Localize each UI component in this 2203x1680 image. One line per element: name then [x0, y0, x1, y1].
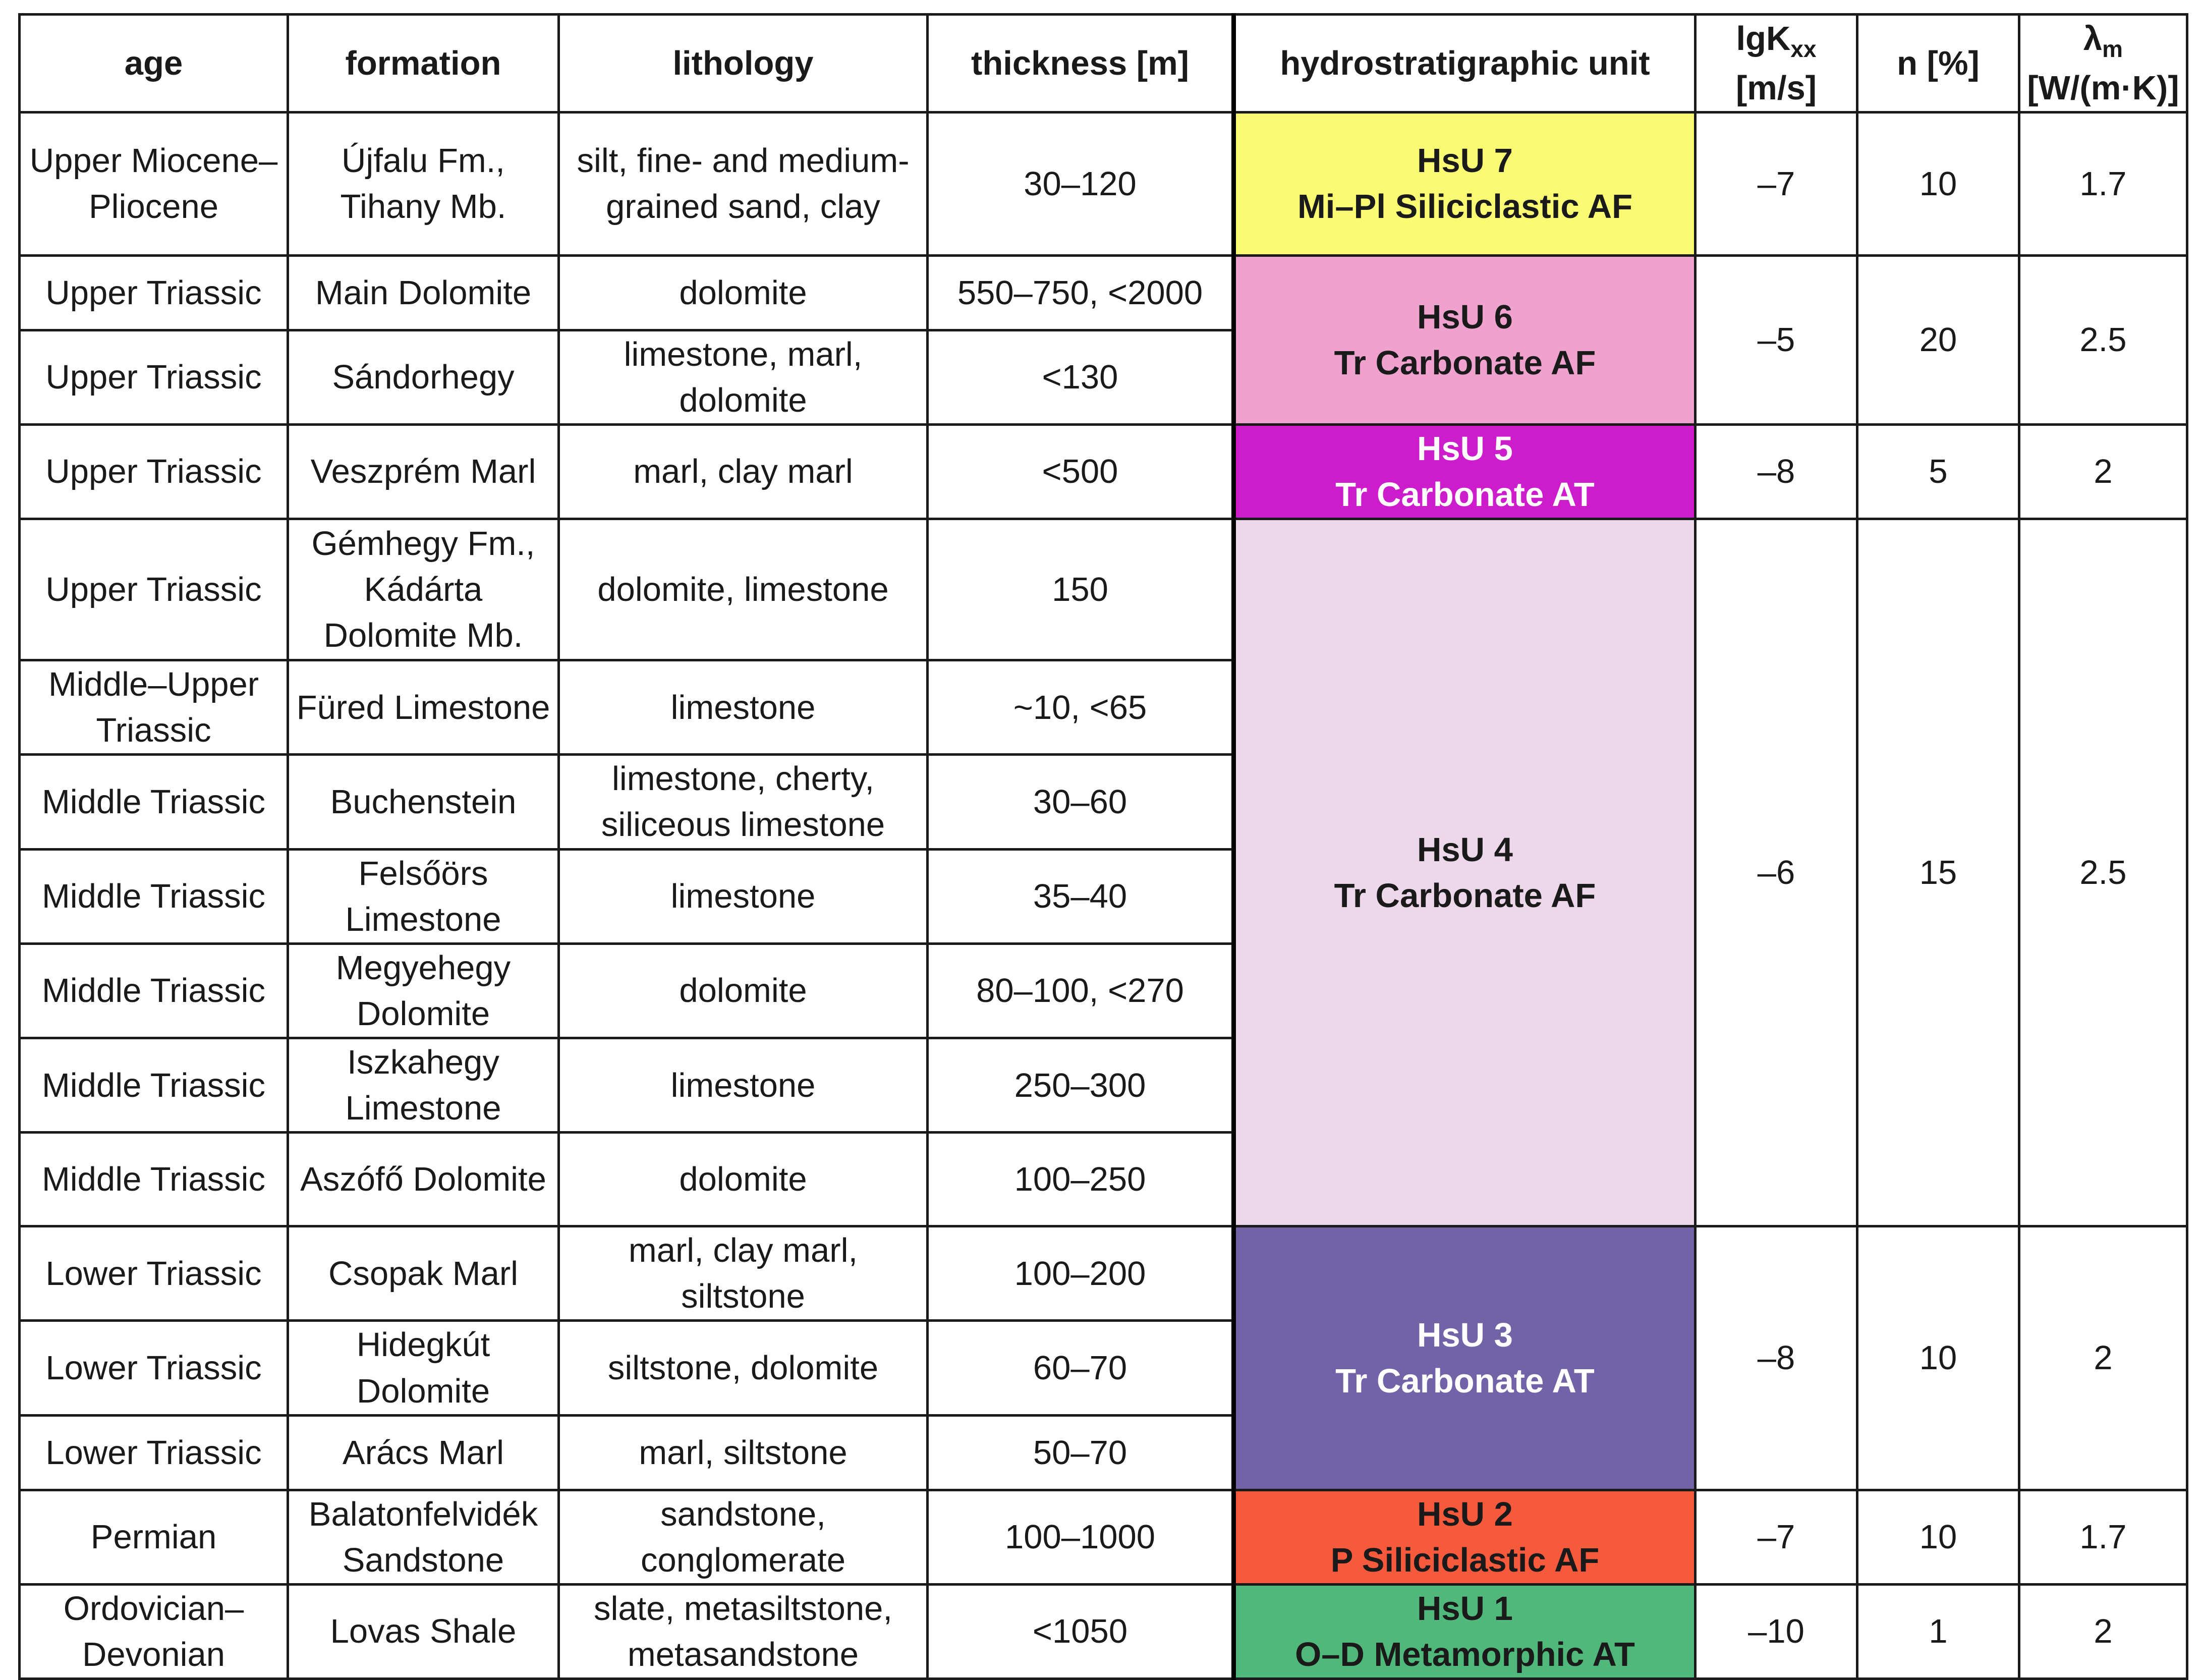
header-lambda-subscript: m: [2102, 36, 2123, 62]
header-thickness: thickness [m]: [928, 15, 1234, 113]
age-cell: Lower Triassic: [20, 1415, 288, 1490]
hsu-1-cell: [1234, 1584, 1696, 1678]
hsu-code: HsU 3: [1417, 1316, 1513, 1354]
formation-cell: Újfalu Fm., Tihany Mb.: [288, 112, 559, 255]
thickness-cell: 60–70: [928, 1321, 1234, 1415]
header-lgk: [1696, 15, 1857, 113]
hsu-name: Tr Carbonate AT: [1335, 475, 1595, 514]
header-lgk-main: lgK: [1736, 20, 1791, 58]
formation-cell: Lovas Shale: [288, 1584, 559, 1678]
porosity-cell: 5: [1857, 424, 2019, 519]
lithology-cell: dolomite: [559, 943, 928, 1038]
hsu-3-cell: [1234, 1226, 1696, 1490]
formation-cell: Megyehegy Dolomite: [288, 943, 559, 1038]
thickness-cell: 35–40: [928, 849, 1234, 943]
hsu-code: HsU 1: [1417, 1589, 1513, 1628]
hsu-code: HsU 5: [1417, 429, 1513, 468]
table-row: [20, 424, 2187, 519]
table-row: [20, 1490, 2187, 1584]
thickness-cell: <1050: [928, 1584, 1234, 1678]
stratigraphy-table-wrapper: [18, 13, 2186, 1673]
lithology-cell: limestone: [559, 849, 928, 943]
thickness-cell: 550–750, <2000: [928, 255, 1234, 330]
age-cell: Lower Triassic: [20, 1321, 288, 1415]
lithology-cell: dolomite: [559, 255, 928, 330]
lithology-cell: dolomite, limestone: [559, 519, 928, 660]
formation-cell: Balatonfelvidék Sandstone: [288, 1490, 559, 1584]
lithology-cell: sandstone, conglomerate: [559, 1490, 928, 1584]
porosity-cell: 10: [1857, 112, 2019, 255]
lambda-cell: 2: [2019, 424, 2187, 519]
thickness-cell: ~10, <65: [928, 660, 1234, 755]
formation-cell: Arács Marl: [288, 1415, 559, 1490]
thickness-cell: 100–1000: [928, 1490, 1234, 1584]
porosity-cell: 20: [1857, 255, 2019, 424]
table-row: [20, 1226, 2187, 1321]
age-cell: Middle–Upper Triassic: [20, 660, 288, 755]
table-row: [20, 255, 2187, 330]
formation-cell: Csopak Marl: [288, 1226, 559, 1321]
age-cell: Upper Triassic: [20, 519, 288, 660]
hsu-name: Tr Carbonate AT: [1335, 1362, 1595, 1400]
thickness-cell: 100–250: [928, 1133, 1234, 1226]
age-cell: Ordovician–Devonian: [20, 1584, 288, 1678]
hydrostratigraphy-table: [18, 13, 2188, 1680]
lgk-cell: –7: [1696, 112, 1857, 255]
age-cell: Upper Triassic: [20, 330, 288, 424]
lgk-cell: –5: [1696, 255, 1857, 424]
header-hydrostratigraphic-unit: hydrostratigraphic unit: [1234, 15, 1696, 113]
porosity-cell: 15: [1857, 519, 2019, 1226]
hsu-name: Mi–Pl Siliciclastic AF: [1297, 188, 1633, 226]
lambda-cell: 2.5: [2019, 255, 2187, 424]
age-cell: Middle Triassic: [20, 1038, 288, 1132]
age-cell: Middle Triassic: [20, 943, 288, 1038]
formation-cell: Aszófő Dolomite: [288, 1133, 559, 1226]
age-cell: Upper Triassic: [20, 424, 288, 519]
lgk-cell: –8: [1696, 1226, 1857, 1490]
formation-cell: Main Dolomite: [288, 255, 559, 330]
age-cell: Upper Triassic: [20, 255, 288, 330]
header-porosity: n [%]: [1857, 15, 2019, 113]
lithology-cell: limestone: [559, 1038, 928, 1132]
lambda-cell: 1.7: [2019, 112, 2187, 255]
formation-cell: Gémhegy Fm., Kádárta Dolomite Mb.: [288, 519, 559, 660]
lithology-cell: marl, clay marl, siltstone: [559, 1226, 928, 1321]
header-row: [20, 15, 2187, 113]
header-formation: formation: [288, 15, 559, 113]
lgk-cell: –7: [1696, 1490, 1857, 1584]
hsu-5-cell: [1234, 424, 1696, 519]
hsu-name: Tr Carbonate AF: [1334, 876, 1596, 915]
lithology-cell: silt, fine- and medium-grained sand, clay: [559, 112, 928, 255]
hsu-7-cell: [1234, 112, 1696, 255]
hsu-code: HsU 2: [1417, 1495, 1513, 1533]
age-cell: Upper Miocene–Pliocene: [20, 112, 288, 255]
header-lgk-unit: [m/s]: [1735, 69, 1817, 107]
header-age: age: [20, 15, 288, 113]
porosity-cell: 10: [1857, 1490, 2019, 1584]
lithology-cell: marl, clay marl: [559, 424, 928, 519]
age-cell: Middle Triassic: [20, 755, 288, 849]
formation-cell: Sándorhegy: [288, 330, 559, 424]
table-row: [20, 519, 2187, 660]
lambda-cell: 2: [2019, 1584, 2187, 1678]
thickness-cell: 80–100, <270: [928, 943, 1234, 1038]
porosity-cell: 10: [1857, 1226, 2019, 1490]
lithology-cell: siltstone, dolomite: [559, 1321, 928, 1415]
formation-cell: Füred Limestone: [288, 660, 559, 755]
lithology-cell: limestone: [559, 660, 928, 755]
hsu-name: Tr Carbonate AF: [1334, 344, 1596, 382]
age-cell: Middle Triassic: [20, 1133, 288, 1226]
age-cell: Lower Triassic: [20, 1226, 288, 1321]
thickness-cell: 30–60: [928, 755, 1234, 849]
formation-cell: Buchenstein: [288, 755, 559, 849]
header-lithology: lithology: [559, 15, 928, 113]
header-lambda-unit: [W/(m·K)]: [2027, 69, 2179, 107]
formation-cell: Hidegkút Dolomite: [288, 1321, 559, 1415]
lithology-cell: limestone, cherty, siliceous limestone: [559, 755, 928, 849]
lithology-cell: limestone, marl, dolomite: [559, 330, 928, 424]
formation-cell: Iszkahegy Limestone: [288, 1038, 559, 1132]
table-row: [20, 1584, 2187, 1678]
hsu-4-cell: [1234, 519, 1696, 1226]
header-lambda-main: λ: [2083, 20, 2103, 58]
lambda-cell: 2.5: [2019, 519, 2187, 1226]
age-cell: Middle Triassic: [20, 849, 288, 943]
thickness-cell: 150: [928, 519, 1234, 660]
header-lgk-label: [1701, 16, 1852, 65]
table-row: [20, 112, 2187, 255]
hsu-code: HsU 6: [1417, 298, 1513, 336]
hsu-6-cell: [1234, 255, 1696, 424]
hsu-name: P Siliciclastic AF: [1330, 1541, 1600, 1579]
thickness-cell: 250–300: [928, 1038, 1234, 1132]
header-thermal-conductivity: [2019, 15, 2187, 113]
age-cell: Permian: [20, 1490, 288, 1584]
thickness-cell: 30–120: [928, 112, 1234, 255]
header-lambda-label: [2024, 16, 2182, 65]
lgk-cell: –6: [1696, 519, 1857, 1226]
thickness-cell: 50–70: [928, 1415, 1234, 1490]
hsu-code: HsU 4: [1417, 830, 1513, 869]
lithology-cell: marl, siltstone: [559, 1415, 928, 1490]
lithology-cell: dolomite: [559, 1133, 928, 1226]
formation-cell: Felsőörs Limestone: [288, 849, 559, 943]
hsu-code: HsU 7: [1417, 142, 1513, 180]
hsu-2-cell: [1234, 1490, 1696, 1584]
hsu-name: O–D Metamorphic AT: [1295, 1635, 1635, 1673]
formation-cell: Veszprém Marl: [288, 424, 559, 519]
lithology-cell: slate, metasiltstone, metasandstone: [559, 1584, 928, 1678]
lambda-cell: 2: [2019, 1226, 2187, 1490]
lgk-cell: –10: [1696, 1584, 1857, 1678]
thickness-cell: <500: [928, 424, 1234, 519]
thickness-cell: <130: [928, 330, 1234, 424]
lambda-cell: 1.7: [2019, 1490, 2187, 1584]
porosity-cell: 1: [1857, 1584, 2019, 1678]
header-lgk-subscript: xx: [1790, 36, 1817, 62]
thickness-cell: 100–200: [928, 1226, 1234, 1321]
lgk-cell: –8: [1696, 424, 1857, 519]
